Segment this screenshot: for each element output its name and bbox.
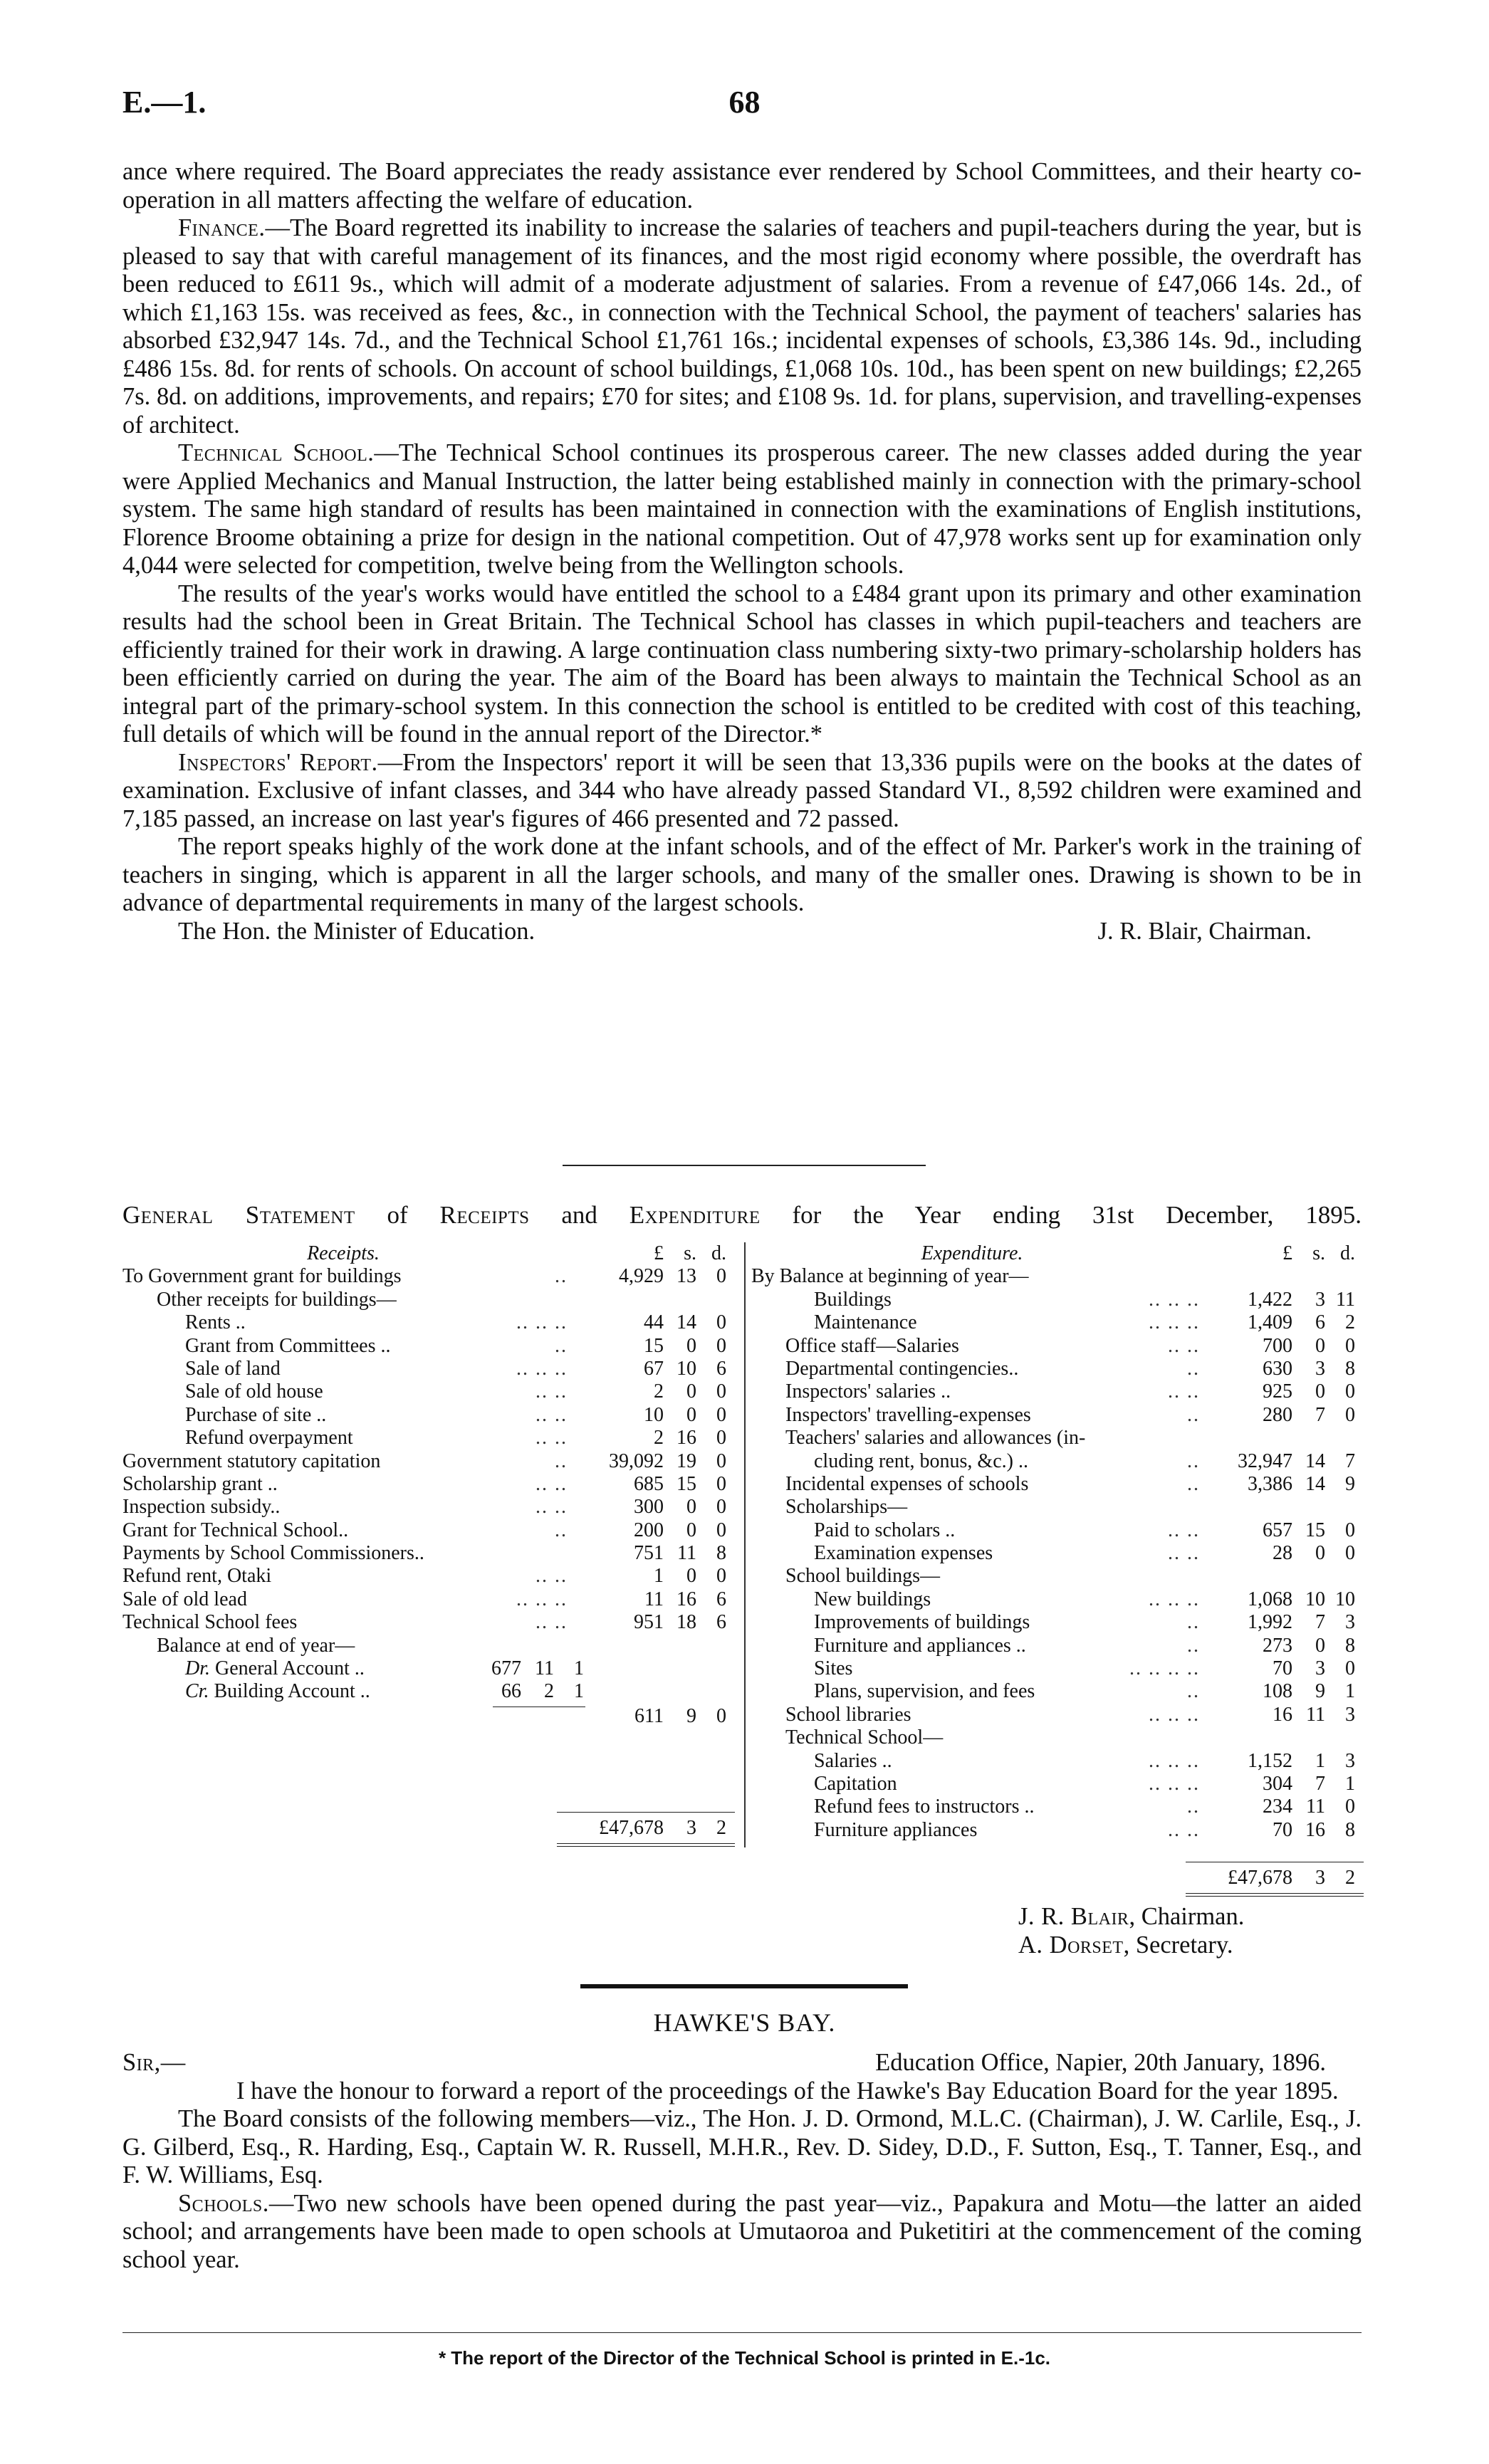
amount-pounds: 44 (644, 1311, 664, 1334)
ledger-row (122, 1588, 738, 1611)
leader-dots: .. .. .. .. (1129, 1657, 1200, 1680)
ledger-label: Refund rent, Otaki (122, 1565, 272, 1588)
ledger-label: Office staff—Salaries (785, 1334, 959, 1357)
amount-shillings: 16 (676, 1427, 696, 1449)
amount-shillings: 0 (1315, 1542, 1325, 1565)
amount-pence: 1 (1345, 1772, 1355, 1795)
addressee: The Hon. the Minister of Education. (178, 917, 535, 945)
signer: J. R. Blair, Chairman. (1097, 917, 1312, 945)
leader-dots: .. .. (1168, 1380, 1200, 1403)
ledger-label: Technical School fees (122, 1611, 298, 1634)
ledger-row (751, 1380, 1364, 1403)
amount-shillings: 0 (686, 1496, 696, 1519)
amount-pence: 0 (716, 1496, 726, 1519)
amount-pounds: 39,092 (609, 1449, 664, 1472)
leader-dots: .. .. .. (1149, 1772, 1200, 1795)
column-header: Expenditure. (921, 1242, 1023, 1264)
amount-shillings: 11 (1306, 1795, 1325, 1818)
leader-dots: .. .. .. (1149, 1749, 1200, 1772)
ledger-label: School libraries (785, 1703, 911, 1726)
ledger-row (751, 1588, 1364, 1611)
amount-shillings: 0 (686, 1403, 696, 1426)
ledger-row (122, 1311, 738, 1334)
amount-pence: 10 (1335, 1588, 1355, 1610)
balance-row (122, 1657, 738, 1680)
amount-pounds: £47,678 (1228, 1867, 1292, 1889)
ledger-row (122, 1473, 738, 1496)
ledger-row (122, 1427, 738, 1449)
ledger-label: Inspectors' salaries .. (785, 1380, 951, 1403)
amount-shillings: 0 (1315, 1380, 1325, 1403)
amount-pounds: 4,929 (619, 1265, 664, 1288)
ledger-label: Sites (814, 1657, 853, 1680)
amount-pounds: 10 (644, 1403, 664, 1426)
leader-dots: .. .. (1168, 1334, 1200, 1357)
ledger-row (751, 1819, 1364, 1842)
ledger-label: cluding rent, bonus, &c.) .. (814, 1449, 1028, 1472)
amount-shillings: 14 (676, 1311, 696, 1334)
ledger-row (122, 1335, 738, 1358)
amount-shillings: s. (1312, 1242, 1325, 1264)
amount-shillings: 0 (686, 1519, 696, 1541)
salutation: Sir,— (122, 2049, 186, 2076)
amount-pounds: 70 (1273, 1818, 1292, 1841)
ledger-row (751, 1427, 1364, 1449)
paragraph-infant-schools: The report speaks highly of the work done at the infant schools, and of the effect of Mr. Parker's work in the training of teachers in singing, which is apparent in all the larger schools, and many of the smaller ones. Drawing is shown to be in advance of departmental requirements in many of the largest schools. (122, 833, 1362, 916)
amount-shillings: 3 (1315, 1288, 1325, 1311)
amount-pounds: 685 (634, 1472, 664, 1495)
paragraph-finance: Finance.—The Board regretted its inability to increase the salaries of teachers and pupil-teachers during the year, but is pleased to say that with careful management of its finances, and the most rigid economy where possible, the overdraft has been reduced to £611 9s., which will admit of a moderate adjustment of salaries. From a revenue of £47,066 14s. 2d., of which £1,163 15s. was received as fees, &c., in connection with the Technical School, the payment of teachers' salaries has absorbed £32,947 14s. 7d., and the Technical School £1,761 16s.; incidental expenses of schools, £3,386 14s. 9d., including £486 15s. 8d. for rents of schools. On account of school buildings, £1,068 10s. 10d., has been spent on new buildings; £2,265 7s. 8d. on additions, improvements, and repairs; £70 for sites; and £108 9s. 1d. for plans, supervision, and travelling-expenses of architect. (122, 214, 1362, 439)
ledger-row (751, 1496, 1364, 1519)
amount-pence: 0 (716, 1427, 726, 1449)
amount-shillings: 11 (677, 1542, 696, 1565)
amount-pounds: 2 (654, 1427, 664, 1449)
leader-dots: .. .. (535, 1565, 568, 1588)
leader-dots: .. .. (535, 1427, 568, 1449)
amount-shillings: 11 (535, 1657, 554, 1680)
ledger-row (751, 1680, 1364, 1703)
amount-pence: 1 (574, 1657, 584, 1680)
paragraph-schools: Schools.—Two new schools have been opened during the past year—viz., Papakura and Motu—the latter an aided school; and arrangements have been made to open schools at Umutaoroa and Puketitiri at the commencement of the coming school year. (122, 2189, 1362, 2273)
amount-shillings: 0 (1315, 1634, 1325, 1657)
leader-dots: .. .. (535, 1472, 568, 1495)
amount-pence: 9 (1345, 1472, 1355, 1495)
ledger-label: Inspectors' travelling-expenses (785, 1403, 1031, 1426)
total-double-rule (1186, 1893, 1364, 1897)
amount-shillings: 19 (676, 1449, 696, 1472)
leader-dots: .. (1187, 1472, 1200, 1495)
divider (563, 1165, 926, 1166)
amount-pence: 7 (1345, 1449, 1355, 1472)
ledger-label: To Government grant for buildings (122, 1265, 402, 1288)
ledger-label: Departmental contingencies.. (785, 1357, 1019, 1380)
ledger-label: Paid to scholars .. (814, 1519, 956, 1541)
amount-pounds: 11 (644, 1588, 664, 1610)
leader-dots: .. .. (535, 1403, 568, 1426)
amount-shillings: 6 (1315, 1311, 1325, 1334)
ledger-label: Furniture appliances (814, 1818, 978, 1841)
leader-dots: .. (555, 1265, 568, 1288)
amount-pence: 0 (716, 1311, 726, 1334)
amount-pence: 0 (1345, 1380, 1355, 1403)
amount-pounds: 234 (1263, 1795, 1292, 1818)
amount-shillings: 3 (1315, 1357, 1325, 1380)
ledger-label: Technical School— (785, 1726, 944, 1749)
balance-text: Building Account .. (209, 1680, 370, 1703)
balance-row (122, 1680, 738, 1703)
leader-dots: .. (1187, 1680, 1200, 1703)
amount-pence: 0 (1345, 1334, 1355, 1357)
amount-pence: 11 (1336, 1288, 1355, 1311)
paragraph-inspectors-report: Inspectors' Report.—From the Inspectors' report it will be seen that 13,336 pupils were on the books at the dates of examination. Exclusive of infant classes, and 344 who have already passed Standard VI., 8,592 children were examined and 7,185 passed, an increase on last year's figures of 466 presented and 72 passed. (122, 748, 1362, 832)
amount-shillings: 7 (1315, 1772, 1325, 1795)
leader-dots: .. .. (1168, 1519, 1200, 1541)
amount-pounds: 66 (501, 1680, 521, 1703)
amount-shillings: 14 (1305, 1472, 1325, 1495)
leader-dots: .. .. (535, 1611, 568, 1634)
ledger-row (751, 1404, 1364, 1427)
amount-shillings: 9 (686, 1704, 696, 1727)
ledger-label: New buildings (814, 1588, 931, 1610)
board-report-body (122, 158, 1362, 945)
paragraph: I have the honour to forward a report of the proceedings of the Hawke's Bay Education Board for the year 1895. (236, 2077, 1339, 2104)
amount-pence: 1 (1345, 1680, 1355, 1703)
ledger-label: Examination expenses (814, 1542, 993, 1565)
paragraph: ance where required. The Board appreciates the ready assistance ever rendered by School Committees, and their hearty co-operation in all matters affecting the welfare of education. (122, 158, 1362, 214)
leader-dots: .. (555, 1449, 568, 1472)
ledger-row (122, 1289, 738, 1311)
ledger-label: Sale of land (185, 1357, 281, 1380)
ledger-row (751, 1635, 1364, 1657)
total-rule-top (557, 1812, 735, 1817)
ledger-row (122, 1380, 738, 1403)
amount-shillings: 3 (1315, 1867, 1325, 1889)
column-header-row (122, 1242, 738, 1265)
amount-pounds: £ (654, 1242, 664, 1264)
letter-heading (122, 2049, 1362, 2077)
amount-shillings: 14 (1305, 1449, 1325, 1472)
leader-dots: .. .. .. (1149, 1588, 1200, 1610)
signoff (122, 918, 1362, 946)
leader-dots: .. .. (535, 1496, 568, 1519)
balance-prefix: Dr. (185, 1657, 211, 1680)
ledger-label: Plans, supervision, and fees (814, 1680, 1035, 1703)
amount-pounds: 925 (1263, 1380, 1292, 1403)
amount-pounds: 32,947 (1238, 1449, 1292, 1472)
amount-pounds: 1,068 (1248, 1588, 1292, 1610)
balance-prefix: Cr. (185, 1680, 209, 1703)
ledger-row (122, 1611, 738, 1634)
amount-pence: 3 (1345, 1749, 1355, 1772)
leader-dots: .. (1187, 1634, 1200, 1657)
amount-pence: 0 (716, 1265, 726, 1288)
amount-pence: 8 (1345, 1357, 1355, 1380)
ledger-label: Grant from Committees .. (185, 1334, 391, 1357)
leader-dots: .. .. .. (1149, 1703, 1200, 1726)
amount-pounds: 677 (491, 1657, 521, 1680)
amount-pence: 0 (716, 1449, 726, 1472)
amount-pence: 6 (716, 1357, 726, 1380)
ledger-label: Payments by School Commissioners.. (122, 1542, 424, 1565)
amount-shillings: 1 (1315, 1749, 1325, 1772)
ledger-label: Salaries .. (814, 1749, 892, 1772)
total-double-rule (557, 1843, 735, 1847)
amount-pence: 0 (716, 1380, 726, 1403)
signatory-chairman: J. R. Blair, Chairman. (1018, 1903, 1245, 1930)
amount-pence: d. (1340, 1242, 1355, 1264)
amount-pence: 8 (1345, 1818, 1355, 1841)
leader-dots: .. (1187, 1357, 1200, 1380)
amount-shillings: s. (684, 1242, 696, 1264)
ledger-row (751, 1335, 1364, 1358)
amount-pounds: 1 (654, 1565, 664, 1588)
amount-pence: 0 (716, 1704, 726, 1727)
amount-pounds: 1,422 (1248, 1288, 1292, 1311)
ledger-row (122, 1542, 738, 1565)
leader-dots: .. (1187, 1611, 1200, 1634)
ledger-row (751, 1750, 1364, 1773)
amount-pounds: 1,152 (1248, 1749, 1292, 1772)
amount-shillings: 10 (1305, 1588, 1325, 1610)
amount-shillings: 7 (1315, 1611, 1325, 1634)
amount-pence: 0 (716, 1565, 726, 1588)
amount-pence: 3 (1345, 1703, 1355, 1726)
ledger-row (751, 1358, 1364, 1380)
hawkes-bay-letter (122, 2049, 1362, 2274)
ledger-row (751, 1542, 1364, 1565)
ledger-row (122, 1265, 738, 1288)
amount-pounds: 2 (654, 1380, 664, 1403)
amount-pounds: 751 (634, 1542, 664, 1565)
paragraph-technical-school: Technical School.—The Technical School continues its prosperous career. The new classes added during the year were Applied Mechanics and Manual Instruction, the latter being established mainly in connection with the primary-school system. The same high standard of results has been maintained in connection with the examinations of English institutions, Florence Broome obtaining a prize for design in the national competition. Out of 47,978 works sent up for examination only 4,044 were selected for competition, twelve being from the Wellington schools. (122, 439, 1362, 579)
ledger-row (751, 1289, 1364, 1311)
ledger-row (122, 1519, 738, 1542)
amount-shillings: 16 (676, 1588, 696, 1610)
amount-shillings: 15 (676, 1472, 696, 1495)
ledger-label: Inspection subsidy.. (122, 1496, 281, 1519)
ledger-row (122, 1565, 738, 1588)
ledger-row (751, 1726, 1364, 1749)
leader-dots: .. (1187, 1403, 1200, 1426)
amount-pounds: 304 (1263, 1772, 1292, 1795)
ledger-row (751, 1611, 1364, 1634)
leader-dots: .. .. .. (516, 1311, 568, 1334)
ledger-label: Sale of old lead (122, 1588, 247, 1610)
amount-pence: 0 (716, 1472, 726, 1495)
spacer (122, 1728, 738, 1812)
ledger-row (751, 1265, 1364, 1288)
ledger-label: Grant for Technical School.. (122, 1519, 349, 1541)
leader-dots: .. (1187, 1449, 1200, 1472)
amount-pounds: 951 (634, 1611, 664, 1634)
amount-shillings: 2 (544, 1680, 554, 1703)
section-divider (580, 1984, 908, 1988)
ledger-row (751, 1795, 1364, 1818)
amount-shillings: 0 (686, 1565, 696, 1588)
amount-pounds: 611 (634, 1704, 664, 1727)
ledger-label: Capitation (814, 1772, 897, 1795)
amount-pounds: 1,409 (1248, 1311, 1292, 1334)
leader-dots: .. .. (535, 1380, 568, 1403)
total-rule-top (1186, 1862, 1364, 1867)
footnote: * The report of the Director of the Technical School is printed in E.-1c. (438, 2347, 1051, 2369)
amount-pence: 2 (716, 1817, 726, 1840)
amount-pence: 0 (1345, 1519, 1355, 1541)
amount-shillings: 11 (1306, 1703, 1325, 1726)
amount-pounds: 280 (1263, 1403, 1292, 1426)
amount-pounds: 273 (1263, 1634, 1292, 1657)
column-header-row (751, 1242, 1364, 1265)
ledger-label: Sale of old house (185, 1380, 323, 1403)
leader-dots: .. .. (1168, 1818, 1200, 1841)
amount-shillings: 18 (676, 1611, 696, 1634)
ledger-row (122, 1450, 738, 1473)
ledger-label: Teachers' salaries and allowances (in- (785, 1427, 1086, 1449)
ledger-label: Scholarships— (785, 1496, 908, 1519)
amount-pounds: 630 (1263, 1357, 1292, 1380)
column-header: Receipts. (307, 1242, 380, 1264)
balance-label (185, 1680, 370, 1703)
amount-pounds: 16 (1273, 1703, 1292, 1726)
ledger-row (751, 1473, 1364, 1496)
amount-pence: 6 (716, 1611, 726, 1634)
ledger-row (751, 1773, 1364, 1795)
amount-shillings: 16 (1305, 1818, 1325, 1841)
amount-pence: 8 (716, 1542, 726, 1565)
balance-total-row (122, 1705, 738, 1728)
page-number: 68 (728, 85, 761, 120)
amount-pence: 0 (1345, 1403, 1355, 1426)
ledger-label: Purchase of site .. (185, 1403, 327, 1426)
amount-pounds: £ (1282, 1242, 1292, 1264)
amount-pence: 3 (1345, 1611, 1355, 1634)
ledger-label: Furniture and appliances .. (814, 1634, 1026, 1657)
amount-shillings: 13 (676, 1265, 696, 1288)
ledger-row (751, 1311, 1364, 1334)
expenditure-total-row (751, 1867, 1364, 1889)
amount-pounds: 700 (1263, 1334, 1292, 1357)
page-header (122, 84, 1367, 127)
leader-dots: .. .. .. (1149, 1311, 1200, 1334)
document-reference: E.—1. (122, 85, 207, 120)
amount-shillings: 3 (1315, 1657, 1325, 1680)
leader-dots: .. .. (1168, 1542, 1200, 1565)
leader-dots: .. .. .. (516, 1588, 568, 1610)
receipts-column (122, 1242, 738, 1847)
section-title: HAWKE'S BAY. (653, 2008, 836, 2037)
leader-dots: .. (555, 1334, 568, 1357)
amount-pounds: 200 (634, 1519, 664, 1541)
ledger-row (751, 1565, 1364, 1588)
amount-pounds: 67 (644, 1357, 664, 1380)
amount-pence: 0 (716, 1334, 726, 1357)
amount-shillings: 0 (1315, 1334, 1325, 1357)
amount-pence: 1 (574, 1680, 584, 1703)
statement-signatories (1018, 1902, 1244, 1959)
amount-shillings: 15 (1305, 1519, 1325, 1541)
ledger-label: School buildings— (785, 1565, 941, 1588)
ledger-row (751, 1519, 1364, 1542)
ledger-label: Government statutory capitation (122, 1449, 381, 1472)
footnote-rule (122, 2332, 1362, 2333)
amount-pence: 0 (1345, 1795, 1355, 1818)
amount-shillings: 7 (1315, 1403, 1325, 1426)
amount-pence: 2 (1345, 1311, 1355, 1334)
amount-pence: 0 (716, 1519, 726, 1541)
ledger-label: By Balance at beginning of year— (751, 1265, 1029, 1288)
ledger-row (122, 1358, 738, 1380)
ledger-label: Scholarship grant .. (122, 1472, 278, 1495)
leader-dots: .. (1187, 1795, 1200, 1818)
amount-pounds: 108 (1263, 1680, 1292, 1703)
amount-pounds: 1,992 (1248, 1611, 1292, 1634)
ledger-label: Buildings (814, 1288, 892, 1311)
leader-dots: .. .. .. (1149, 1288, 1200, 1311)
expenditure-column (751, 1242, 1364, 1897)
amount-pounds: 3,386 (1248, 1472, 1292, 1495)
amount-shillings: 0 (686, 1380, 696, 1403)
amount-pence: 0 (1345, 1657, 1355, 1680)
ledger-label: Incidental expenses of schools (785, 1472, 1029, 1495)
ledger-row (751, 1704, 1364, 1726)
balance-label (185, 1657, 365, 1680)
amount-pence: 0 (1345, 1542, 1355, 1565)
ledger-label: Refund overpayment (185, 1427, 353, 1449)
amount-pence: 6 (716, 1588, 726, 1610)
ledger-label: Rents .. (185, 1311, 246, 1334)
receipts-total-row (122, 1817, 738, 1840)
leader-dots: .. (555, 1519, 568, 1541)
amount-pounds: 15 (644, 1334, 664, 1357)
amount-pounds: 28 (1273, 1542, 1292, 1565)
dateline: Education Office, Napier, 20th January, 1896. (875, 2049, 1326, 2076)
amount-shillings: 10 (676, 1357, 696, 1380)
ledger-label: Refund fees to instructors .. (814, 1795, 1035, 1818)
amount-pence: d. (711, 1242, 726, 1264)
amount-pounds: 300 (634, 1496, 664, 1519)
ledger-row (122, 1496, 738, 1519)
signatory-secretary: A. Dorset, Secretary. (1018, 1931, 1233, 1959)
ledger-label: Improvements of buildings (814, 1611, 1030, 1634)
balance-text: General Account .. (210, 1657, 365, 1680)
amount-shillings: 3 (686, 1817, 696, 1840)
paragraph-board-members: The Board consists of the following members—viz., The Hon. J. D. Ormond, M.L.C. (Chairman), J. W. Carlile, Esq., J. G. Gilberd, Esq., R. Harding, Esq., Captain W. R. Russell, M.H.R., Rev. D. Sidey, D.D., F. Sutton, Esq., T. Tanner, Esq., and F. W. Williams, Esq. (122, 2105, 1362, 2188)
ledger-label: Other receipts for buildings— (157, 1288, 397, 1311)
ledger-row (751, 1450, 1364, 1473)
amount-shillings: 0 (686, 1334, 696, 1357)
ledger-row (751, 1657, 1364, 1680)
column-separator (744, 1242, 746, 1847)
amount-pounds: 657 (1263, 1519, 1292, 1541)
ledger-label: Maintenance (814, 1311, 917, 1334)
leader-dots: .. .. .. (516, 1357, 568, 1380)
spacer (751, 1842, 1364, 1862)
amount-pence: 8 (1345, 1634, 1355, 1657)
amount-pence: 0 (716, 1403, 726, 1426)
ledger-row (122, 1635, 738, 1657)
amount-shillings: 9 (1315, 1680, 1325, 1703)
amount-pounds: £47,678 (599, 1817, 664, 1840)
statement-title: General Statement of Receipts and Expenditure for the Year ending 31st December, 1895. (122, 1201, 1362, 1229)
ledger-label: Balance at end of year— (157, 1634, 355, 1657)
ledger-row (122, 1404, 738, 1427)
amount-pounds: 70 (1273, 1657, 1292, 1680)
paragraph-technical-results: The results of the year's works would have entitled the school to a £484 grant upon its primary and other examination results had the school been in Great Britain. The Technical School has classes in which pupil-teachers and teachers are efficiently trained for their work in drawing. A large continuation class numbering sixty-two primary-scholarship holders has been efficiently carried on during the year. The aim of the Board has been always to maintain the Technical School as an integral part of the primary-school system. In this connection the school is entitled to be credited with cost of this teaching, full details of which will be found in the annual report of the Director.* (122, 580, 1362, 748)
amount-pence: 2 (1345, 1867, 1355, 1889)
